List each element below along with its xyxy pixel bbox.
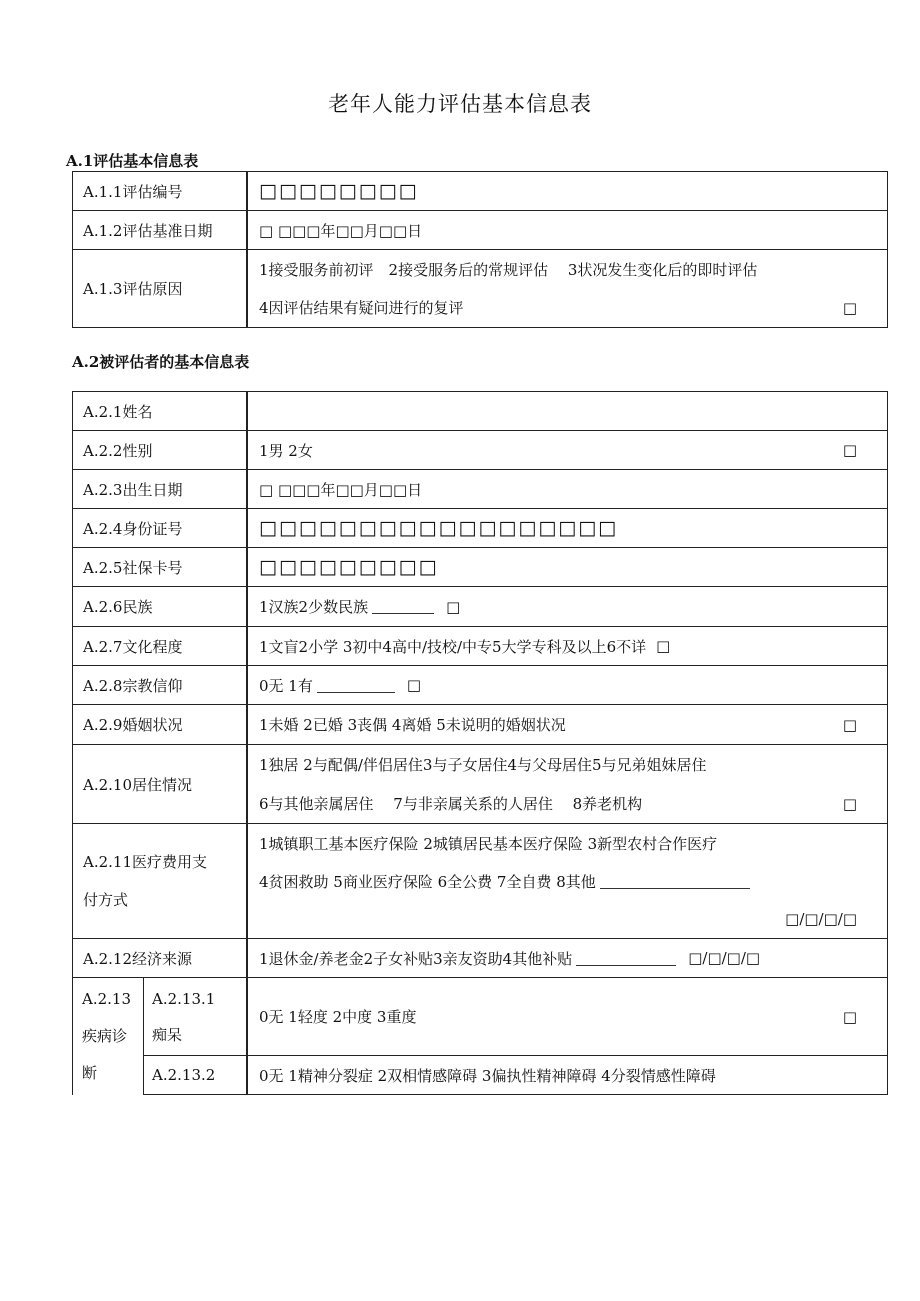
a2-9-options: 1未婚 2已婚 3丧偶 4离婚 5未说明的婚姻状况 — [259, 716, 566, 734]
a1-3-options-line1: 1接受服务前初评 2接受服务后的常规评估 3状况发生变化后的即时评估 — [259, 260, 758, 279]
a2-10-living-cell — [246, 744, 888, 824]
a2-13-1-label-line2: 痴呆 — [152, 1025, 183, 1044]
a2-7-options: 1文盲2小学 3初中4高中/技校/中专5大学专科及以上6不详 — [259, 637, 647, 656]
a2-11-payment-cell — [246, 823, 888, 939]
a2-6-checkbox[interactable]: □ — [446, 597, 461, 616]
section-a1-heading: A.1评估基本信息表 — [66, 152, 199, 170]
a1-3-label: A.1.3评估原因 — [72, 249, 248, 328]
a2-1-label: A.2.1姓名 — [72, 391, 248, 431]
a2-4-id-number-field[interactable]: □□□□□□□□□□□□□□□□□□ — [246, 508, 888, 548]
a2-8-options: 0无 1有 — [259, 676, 313, 695]
a2-13-label-line2: 疾病诊 — [82, 1027, 128, 1045]
a2-13-2-label: A.2.13.2 — [143, 1055, 248, 1095]
a1-2-label: A.1.2评估基准日期 — [72, 210, 248, 250]
a2-2-label: A.2.2性别 — [72, 430, 248, 470]
a2-7-checkbox[interactable]: □ — [656, 637, 671, 655]
a1-3-options-line2: 4因评估结果有疑问进行的复评 — [259, 299, 464, 318]
a2-11-label-line1: A.2.11医疗费用支 — [83, 853, 207, 871]
a2-6-blank-line[interactable] — [372, 599, 434, 614]
a2-5-social-card-field[interactable]: □□□□□□□□□ — [246, 547, 888, 587]
a2-11-label — [72, 823, 248, 939]
a2-6-options: 1汉族2少数民族 — [259, 598, 369, 616]
a2-12-blank-line[interactable] — [576, 951, 676, 966]
a1-3-checkbox[interactable]: □ — [842, 298, 857, 317]
a2-7-label: A.2.7文化程度 — [72, 626, 248, 666]
a2-10-options-line1: 1独居 2与配偶/伴侣居住3与子女居住4与父母居住5与兄弟姐妹居住 — [259, 756, 707, 774]
a2-13-1-options: 0无 1轻度 2中度 3重度 — [259, 1008, 417, 1026]
a2-11-options-line1: 1城镇职工基本医疗保险 2城镇居民基本医疗保险 3新型农村合作医疗 — [259, 834, 718, 853]
a2-12-income-cell — [246, 938, 888, 978]
a2-11-blank-line[interactable] — [600, 874, 750, 889]
a2-8-blank-line[interactable] — [317, 678, 395, 693]
a2-3-label: A.2.3出生日期 — [72, 469, 248, 509]
a2-13-label-line3: 断 — [82, 1064, 98, 1082]
a2-12-label: A.2.12经济来源 — [72, 938, 248, 978]
a2-11-options-line2: 4贫困救助 5商业医疗保险 6全公费 7全自费 8其他 — [259, 872, 596, 891]
a2-7-education-cell — [246, 626, 888, 666]
a2-9-marital-cell — [246, 704, 888, 745]
a1-3-reason-cell — [246, 249, 888, 328]
a2-10-label: A.2.10居住情况 — [72, 744, 248, 824]
page-title: 老年人能力评估基本信息表 — [328, 92, 592, 116]
a2-3-birthdate-field[interactable]: □ □□□年□□月□□日 — [246, 469, 888, 509]
a2-4-label: A.2.4身份证号 — [72, 508, 248, 548]
a2-1-name-field[interactable] — [246, 391, 888, 431]
a1-1-eval-number-field[interactable]: □□□□□□□□ — [246, 171, 888, 211]
a1-2-date-field[interactable]: □ □□□年□□月□□日 — [246, 210, 888, 250]
a2-2-options: 1男 2女 — [259, 441, 313, 460]
a2-13-1-checkbox[interactable]: □ — [842, 1007, 857, 1026]
a2-5-label: A.2.5社保卡号 — [72, 547, 248, 587]
a2-13-label — [72, 977, 144, 1095]
a2-13-label-line1: A.2.13 — [82, 990, 131, 1008]
a2-8-checkbox[interactable]: □ — [406, 676, 422, 694]
a2-13-2-mental-options: 0无 1精神分裂症 2双相情感障碍 3偏执性精神障碍 4分裂情感性障碍 — [246, 1055, 888, 1095]
a2-8-label: A.2.8宗教信仰 — [72, 665, 248, 705]
a2-12-checkboxes[interactable]: □/□/□/□ — [688, 949, 761, 967]
a2-12-options: 1退休金/养老金2子女补贴3亲友资助4其他补贴 — [259, 949, 573, 968]
a2-13-1-label-line1: A.2.13.1 — [152, 989, 216, 1008]
a2-11-checkboxes[interactable]: □/□/□/□ — [785, 910, 857, 928]
a2-2-gender-cell — [246, 430, 888, 470]
a2-2-checkbox[interactable]: □ — [842, 441, 857, 459]
a2-10-options-line2: 6与其他亲属居住 7与非亲属关系的人居住 8养老机构 — [259, 795, 643, 813]
a2-6-ethnicity-cell — [246, 586, 888, 627]
section-a2-heading: A.2被评估者的基本信息表 — [72, 353, 250, 371]
a2-8-religion-cell — [246, 665, 888, 705]
a2-13-1-dementia-cell — [246, 977, 888, 1056]
a2-11-label-line2: 付方式 — [83, 891, 129, 909]
a2-9-label: A.2.9婚姻状况 — [72, 704, 248, 745]
a2-13-1-label — [143, 977, 248, 1056]
a2-6-label: A.2.6民族 — [72, 586, 248, 627]
a2-9-checkbox[interactable]: □ — [842, 715, 857, 734]
a2-10-checkbox[interactable]: □ — [842, 794, 857, 813]
a1-1-label: A.1.1评估编号 — [72, 171, 248, 211]
